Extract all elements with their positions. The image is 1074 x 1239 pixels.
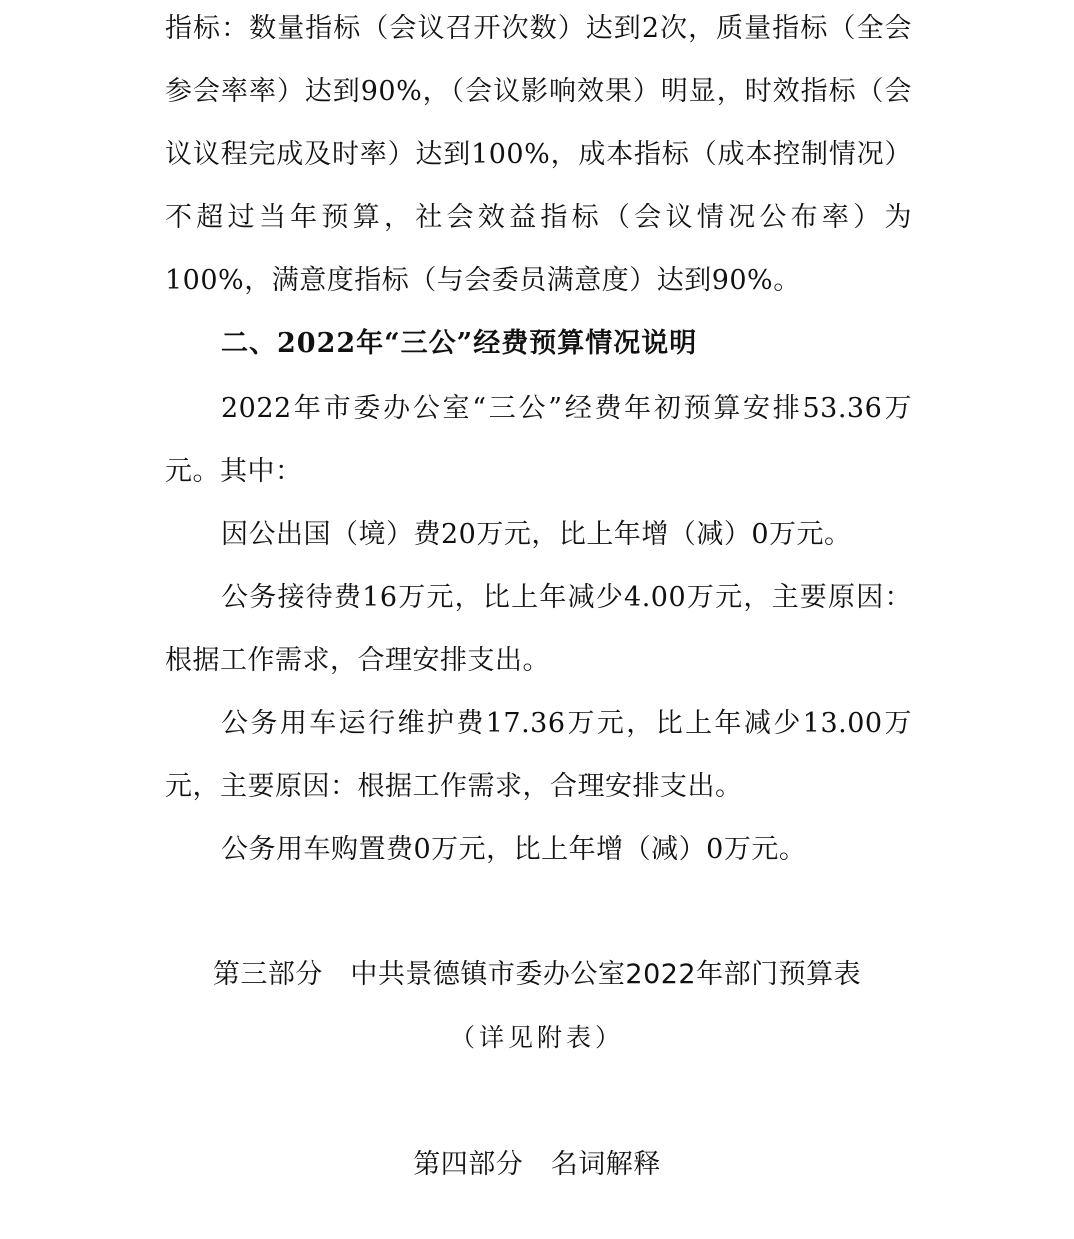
performance-indicators-paragraph: 指标：数量指标（会议召开次数）达到2次，质量指标（全会参会率率）达到90%，（会议影响效果）明显，时效指标（会议议程完成及时率）达到100%，成本指标（成本控制情况）不超过当年预算，社会效益指标（会议情况公布率）为100%，满意度指标（与会委员满意度）达到90%。 bbox=[165, 13, 912, 296]
budget-summary-paragraph: 2022年市委办公室“三公”经费年初预算安排53.36万元。其中： bbox=[165, 393, 912, 487]
vehicle-purchase-paragraph: 公务用车购置费0万元，比上年增（减）0万元。 bbox=[221, 834, 807, 865]
reception-expense-paragraph: 公务接待费16万元，比上年减少4.00万元，主要原因：根据工作需求，合理安排支出。 bbox=[165, 582, 912, 676]
part3-title: 第三部分 中共景德镇市委办公室2022年部门预算表 bbox=[212, 959, 862, 990]
part4-title: 第四部分 名词解释 bbox=[413, 1149, 661, 1180]
part3-note: （详见附表） bbox=[449, 1023, 624, 1052]
vehicle-maintenance-paragraph: 公务用车运行维护费17.36万元，比上年减少13.00万元，主要原因：根据工作需求，合理安排支出。 bbox=[165, 708, 912, 802]
section-heading-three-public-expenses: 二、2022年“三公”经费预算情况说明 bbox=[221, 328, 698, 359]
overseas-travel-paragraph: 因公出国（境）费20万元，比上年增（减）0万元。 bbox=[221, 519, 852, 550]
